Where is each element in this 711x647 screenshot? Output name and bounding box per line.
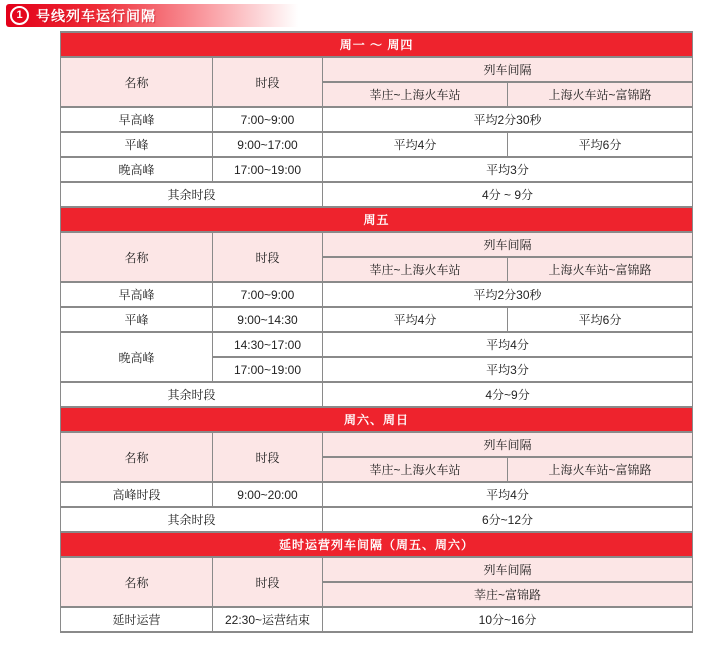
table-row <box>61 307 693 332</box>
data-cell: 高峰时段 <box>61 482 213 507</box>
data-cell: 4分~9分 <box>323 382 693 407</box>
table-row <box>61 557 693 582</box>
header-cell: 时段 <box>213 432 323 482</box>
data-cell: 6分~12分 <box>323 507 693 532</box>
header-cell: 名称 <box>61 57 213 107</box>
page-title <box>6 4 304 27</box>
header-cell: 上海火车站~富锦路 <box>508 82 693 107</box>
table-row <box>61 532 693 557</box>
data-cell: 其余时段 <box>61 182 323 207</box>
data-cell: 7:00~9:00 <box>213 107 323 132</box>
header-cell: 时段 <box>213 57 323 107</box>
table-row <box>61 407 693 432</box>
data-cell: 平峰 <box>61 307 213 332</box>
section-header-3: 延时运营列车间隔（周五、周六） <box>61 532 693 557</box>
data-cell: 4分 ~ 9分 <box>323 182 693 207</box>
section-header-1: 周五 <box>61 207 693 232</box>
data-cell: 平均2分30秒 <box>323 107 693 132</box>
table-row <box>61 207 693 232</box>
data-cell: 9:00~17:00 <box>213 132 323 157</box>
header-cell: 名称 <box>61 557 213 607</box>
data-cell: 其余时段 <box>61 382 323 407</box>
header-cell: 名称 <box>61 432 213 482</box>
data-cell: 平均4分 <box>323 132 508 157</box>
table-row <box>61 132 693 157</box>
header-cell: 列车间隔 <box>323 432 693 457</box>
table-row <box>61 232 693 257</box>
table-row <box>61 607 693 632</box>
data-cell: 平均6分 <box>508 307 693 332</box>
header-cell: 列车间隔 <box>323 557 693 582</box>
table-row <box>61 382 693 407</box>
data-cell: 平均4分 <box>323 307 508 332</box>
train-interval-table <box>60 31 693 633</box>
page-title-text: 号线列车运行间隔 <box>36 7 156 24</box>
table-row <box>61 482 693 507</box>
line-number-badge: 1 <box>10 6 29 25</box>
data-cell: 7:00~9:00 <box>213 282 323 307</box>
data-cell: 平均2分30秒 <box>323 282 693 307</box>
header-cell: 莘庄~上海火车站 <box>323 257 508 282</box>
header-cell: 时段 <box>213 557 323 607</box>
data-cell: 其余时段 <box>61 507 323 532</box>
section-header-2: 周六、周日 <box>61 407 693 432</box>
table-row <box>61 282 693 307</box>
table-row <box>61 507 693 532</box>
header-cell: 莘庄~上海火车站 <box>323 457 508 482</box>
data-cell: 9:00~14:30 <box>213 307 323 332</box>
data-cell: 平均3分 <box>323 157 693 182</box>
data-cell: 平均4分 <box>323 332 693 357</box>
table-row <box>61 157 693 182</box>
data-cell: 17:00~19:00 <box>213 157 323 182</box>
section-header-0: 周一 ～ 周四 <box>61 32 693 57</box>
data-cell: 14:30~17:00 <box>213 332 323 357</box>
header-cell: 列车间隔 <box>323 232 693 257</box>
header-cell: 上海火车站~富锦路 <box>508 457 693 482</box>
data-cell: 平均3分 <box>323 357 693 382</box>
table-row <box>61 107 693 132</box>
table-row <box>61 182 693 207</box>
data-cell: 22:30~运营结束 <box>213 607 323 632</box>
table-row <box>61 432 693 457</box>
header-cell: 莘庄~上海火车站 <box>323 82 508 107</box>
data-cell: 晚高峰 <box>61 332 213 382</box>
data-cell: 平峰 <box>61 132 213 157</box>
header-cell: 莘庄~富锦路 <box>323 582 693 607</box>
table-row <box>61 332 693 357</box>
data-cell: 平均6分 <box>508 132 693 157</box>
data-cell: 早高峰 <box>61 282 213 307</box>
data-cell: 延时运营 <box>61 607 213 632</box>
data-cell: 9:00~20:00 <box>213 482 323 507</box>
header-cell: 列车间隔 <box>323 57 693 82</box>
table-row <box>61 32 693 57</box>
header-cell: 时段 <box>213 232 323 282</box>
data-cell: 17:00~19:00 <box>213 357 323 382</box>
data-cell: 晚高峰 <box>61 157 213 182</box>
table-row <box>61 57 693 82</box>
data-cell: 早高峰 <box>61 107 213 132</box>
data-cell: 10分~16分 <box>323 607 693 632</box>
header-cell: 上海火车站~富锦路 <box>508 257 693 282</box>
header-cell: 名称 <box>61 232 213 282</box>
data-cell: 平均4分 <box>323 482 693 507</box>
